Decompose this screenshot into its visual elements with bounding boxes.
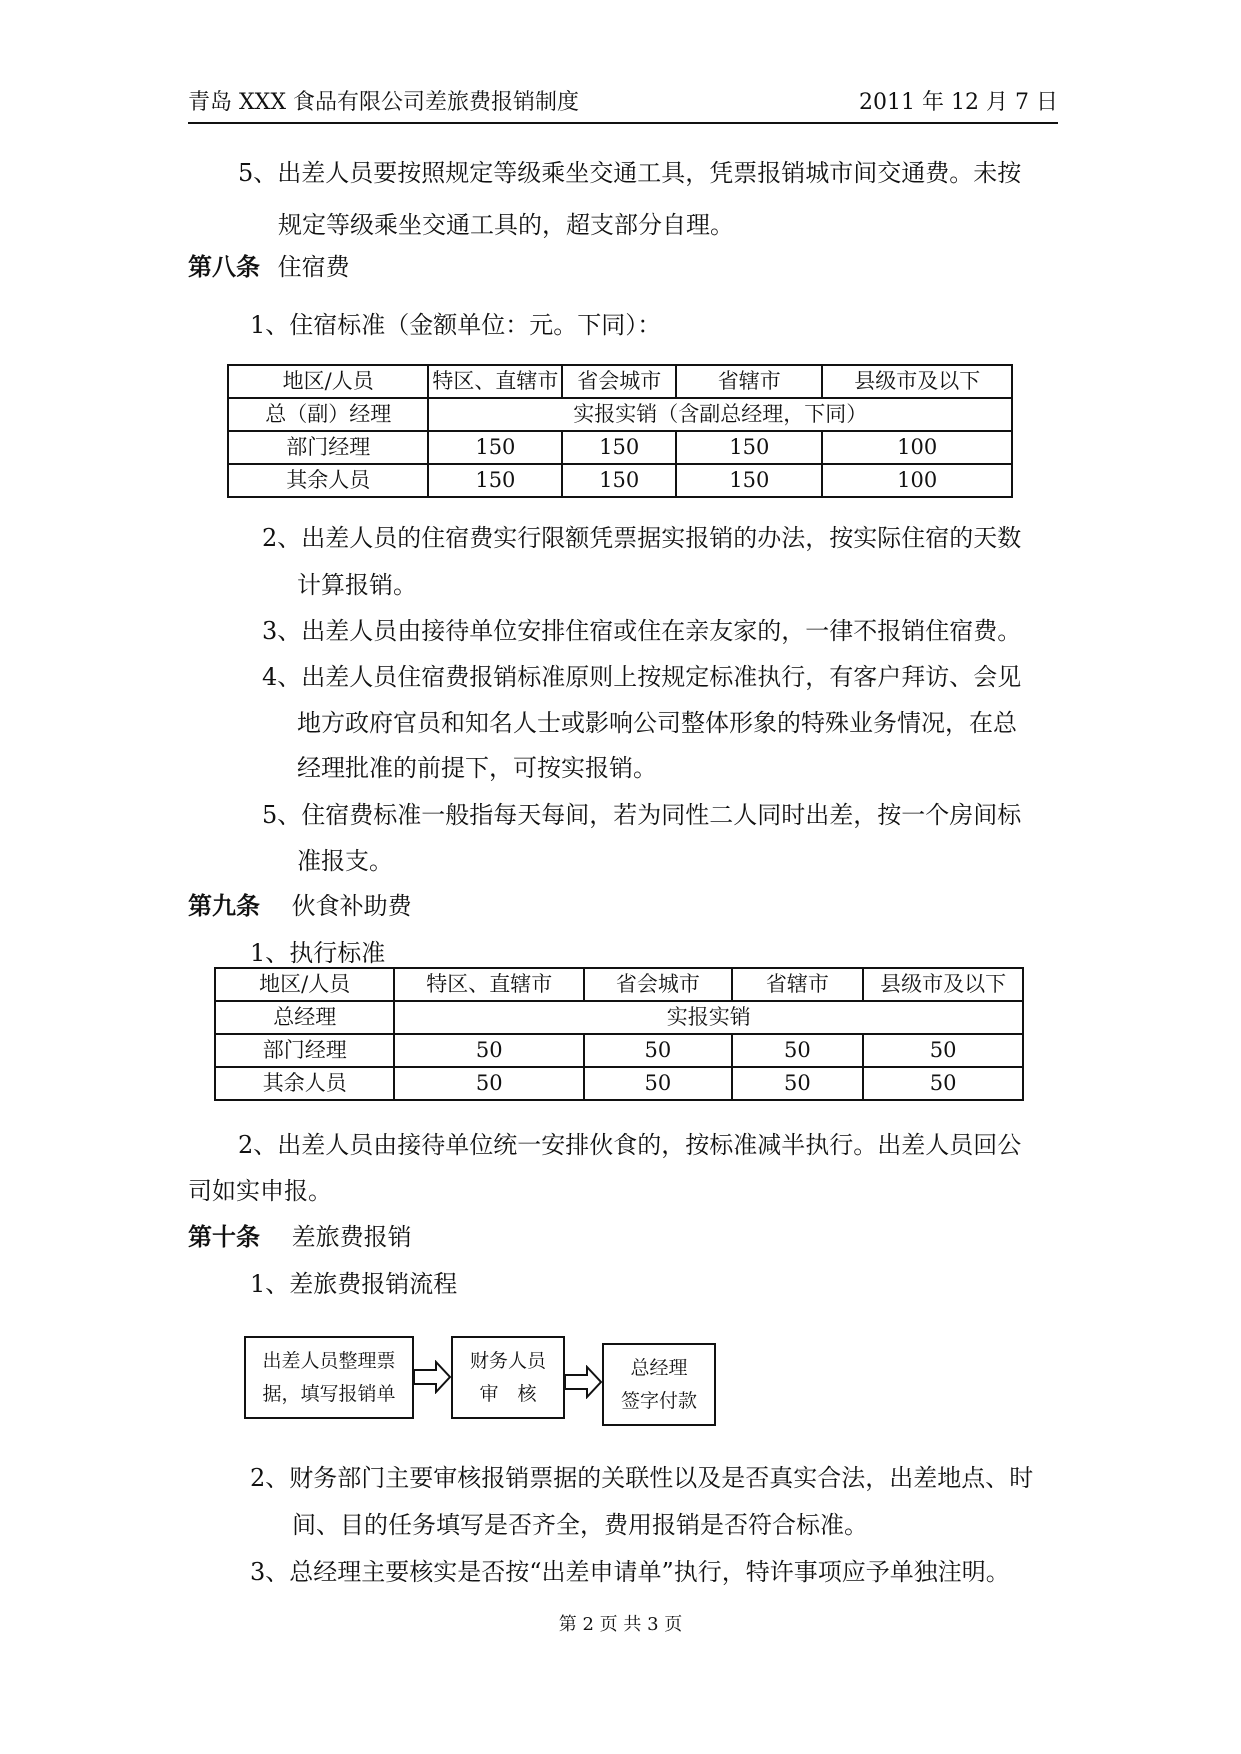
- header-title: 青岛 XXX 食品有限公司差旅费报销制度: [188, 90, 579, 115]
- table-header-cell: 省会城市: [562, 365, 676, 398]
- sec9-item1: 1、执行标准: [250, 939, 386, 967]
- table-header-cell: 县级市及以下: [863, 968, 1023, 1001]
- table-row: [215, 1067, 1023, 1100]
- sec8-item5-line2: 准报支。: [297, 847, 393, 875]
- flow-step-text: 出差人员整理票: [262, 1350, 396, 1372]
- row-label: 总经理: [215, 1001, 394, 1034]
- sec10-item2-line2: 间、目的任务填写是否齐全，费用报销是否符合标准。: [292, 1511, 868, 1539]
- table-header-cell: 省会城市: [584, 968, 732, 1001]
- sec10-item1: 1、差旅费报销流程: [250, 1270, 458, 1298]
- flow-step-text: 财务人员: [469, 1350, 546, 1372]
- table-cell: 50: [394, 1034, 584, 1067]
- table-header-cell: 省辖市: [676, 365, 822, 398]
- row-label: 部门经理: [215, 1034, 394, 1067]
- table-header-cell: 特区、直辖市: [394, 968, 584, 1001]
- row-label: 其余人员: [228, 464, 428, 497]
- table-cell: 100: [822, 464, 1012, 497]
- sec10-heading-title: 差旅费报销: [291, 1223, 412, 1251]
- table-cell: 50: [732, 1034, 864, 1067]
- table-header-row: [228, 365, 1012, 398]
- table-row: [215, 1001, 1023, 1034]
- flow-arrow-icon: [414, 1360, 452, 1394]
- sec8-item4-line3: 经理批准的前提下，可按实报销。: [297, 754, 657, 782]
- page-header: [188, 84, 1058, 124]
- header-date: 2011 年 12 月 7 日: [859, 90, 1058, 115]
- flow-step-text: 据，填写报销单: [262, 1383, 396, 1405]
- sec8-item4-line2: 地方政府官员和知名人士或影响公司整体形象的特殊业务情况，在总: [297, 709, 1017, 737]
- sec9-heading-title: 伙食补助费: [291, 892, 412, 920]
- table-cell: 50: [732, 1067, 864, 1100]
- sec7-item5-line1: 5、出差人员要按照规定等级乘坐交通工具，凭票报销城市间交通费。未按: [238, 159, 1022, 187]
- sec8-heading-title: 住宿费: [277, 253, 350, 281]
- sec8-item2-line1: 2、出差人员的住宿费实行限额凭票据实报销的办法，按实际住宿的天数: [262, 524, 1022, 552]
- table-cell: 50: [863, 1034, 1023, 1067]
- table-row: [215, 1034, 1023, 1067]
- sec9-item2-line1: 2、出差人员由接待单位统一安排伙食的，按标准减半执行。出差人员回公: [238, 1131, 1022, 1159]
- sec10-heading-num: 第十条: [188, 1222, 260, 1251]
- sec8-item2-line2: 计算报销。: [297, 571, 417, 599]
- table-header-cell: 地区/人员: [215, 968, 394, 1001]
- table-cell: 150: [562, 431, 676, 464]
- table-cell: 150: [562, 464, 676, 497]
- meal-allowance-table: [214, 967, 1024, 1101]
- table-cell: 50: [584, 1067, 732, 1100]
- sec10-heading: [188, 1214, 412, 1260]
- table-header-cell: 地区/人员: [228, 365, 428, 398]
- page-footer: 第 2 页 共 3 页: [558, 1614, 683, 1635]
- row-label: 部门经理: [228, 431, 428, 464]
- flow-step-text: 总经理: [630, 1357, 688, 1379]
- merged-cell: 实报实销: [394, 1001, 1023, 1034]
- sec10-item2-line1: 2、财务部门主要审核报销票据的关联性以及是否真实合法，出差地点、时: [250, 1464, 1034, 1492]
- table-row: [228, 398, 1012, 431]
- table-cell: 50: [863, 1067, 1023, 1100]
- table-cell: 150: [428, 464, 562, 497]
- table-row: [228, 431, 1012, 464]
- sec8-heading-num: 第八条: [188, 252, 260, 281]
- table-cell: 150: [676, 431, 822, 464]
- sec8-item4-line1: 4、出差人员住宿费报销标准原则上按规定标准执行，有客户拜访、会见: [262, 663, 1022, 691]
- sec9-item2-line2: 司如实申报。: [188, 1177, 332, 1205]
- flow-step-finance-review: [451, 1336, 565, 1419]
- sec8-item1: 1、住宿标准（金额单位：元。下同）：: [250, 311, 662, 339]
- row-label: 其余人员: [215, 1067, 394, 1100]
- sec9-heading-num: 第九条: [188, 891, 260, 920]
- table-cell: 50: [584, 1034, 732, 1067]
- sec8-item3: 3、出差人员由接待单位安排住宿或住在亲友家的，一律不报销住宿费。: [262, 617, 1022, 645]
- sec7-item5-line2: 规定等级乘坐交通工具的，超支部分自理。: [278, 211, 734, 239]
- flow-step-gm-approval: [602, 1343, 716, 1426]
- table-cell: 100: [822, 431, 1012, 464]
- merged-cell: 实报实销（含副总经理，下同）: [428, 398, 1012, 431]
- sec9-heading: [188, 883, 412, 929]
- flow-step-organize-receipts: [244, 1336, 414, 1419]
- flow-step-text: 签字付款: [620, 1390, 697, 1412]
- table-row: [228, 464, 1012, 497]
- table-header-cell: 省辖市: [732, 968, 864, 1001]
- flow-arrow-icon: [565, 1365, 603, 1399]
- sec8-item5-line1: 5、住宿费标准一般指每天每间，若为同性二人同时出差，按一个房间标: [262, 801, 1022, 829]
- sec10-item3: 3、总经理主要核实是否按“出差申请单”执行，特许事项应予单独注明。: [250, 1558, 1010, 1586]
- table-header-cell: 县级市及以下: [822, 365, 1012, 398]
- table-header-cell: 特区、直辖市: [428, 365, 562, 398]
- table-cell: 50: [394, 1067, 584, 1100]
- sec8-heading: [188, 244, 350, 290]
- table-header-row: [215, 968, 1023, 1001]
- table-cell: 150: [428, 431, 562, 464]
- lodging-standards-table: [227, 364, 1013, 498]
- flow-step-text: 审 核: [479, 1383, 537, 1405]
- table-cell: 150: [676, 464, 822, 497]
- row-label: 总（副）经理: [228, 398, 428, 431]
